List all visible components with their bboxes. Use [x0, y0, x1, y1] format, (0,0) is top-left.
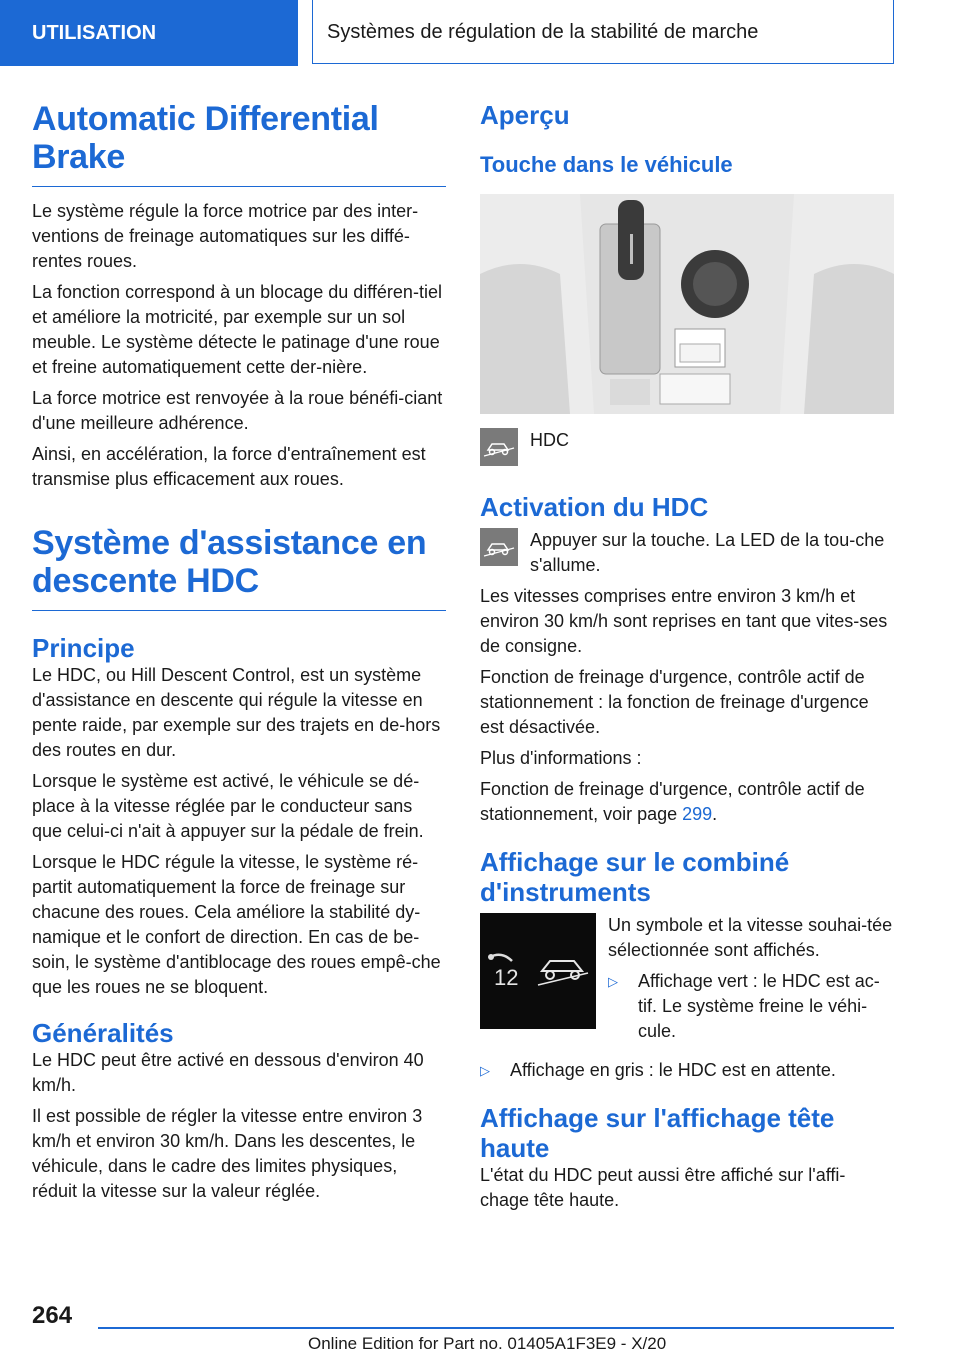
activation-paragraph-4: Plus d'informations : — [480, 748, 642, 768]
heading-hdc: Système d'assistance en descente HDC — [32, 524, 427, 600]
heading-rule — [32, 186, 446, 187]
cluster-description — [608, 913, 894, 1050]
activation-paragraph-5 — [480, 777, 894, 827]
combine-paragraph-1: Un symbole et la vitesse souhai-tée sélectionnée sont affichés. — [608, 915, 893, 960]
hud-paragraph-1: L'état du HDC peut aussi être affiché sur l'affi-chage tête haute. — [480, 1165, 846, 1210]
heading-generalites: Généralités — [32, 1018, 174, 1048]
activation-instruction — [480, 528, 894, 578]
center-console-illustration — [480, 194, 894, 414]
activation-paragraph-1: Appuyer sur la touche. La LED de la tou-che s'allume. — [530, 530, 885, 575]
generalites-paragraph-1: Le HDC peut être activé en dessous d'environ 40 km/h. — [32, 1050, 424, 1095]
heading-touche: Touche dans le véhicule — [480, 152, 733, 177]
adb-paragraph-3: La force motrice est renvoyée à la roue bénéfi-ciant d'une meilleure adhérence. — [32, 388, 443, 433]
bullet-grey-text: Affichage en gris : le HDC est en attente. — [510, 1060, 836, 1080]
activation-paragraph-3: Fonction de freinage d'urgence, contrôle actif de stationnement : la fonction de freinage d'urgence est désactivée. — [480, 667, 869, 737]
heading-adb: Automatic Differential Brake — [32, 100, 379, 176]
cluster-speed: 12 — [494, 965, 519, 990]
chapter-title: Systèmes de régulation de la stabilité de marche — [312, 0, 894, 64]
heading-hud: Affichage sur l'affichage tête haute — [480, 1103, 835, 1163]
heading-principe: Principe — [32, 633, 135, 663]
right-column — [480, 100, 894, 1219]
adb-paragraph-2: La fonction correspond à un blocage du différen-tiel et améliore la motricité, par exemple sur un sol meuble. Le système détecte le patinage d'une roue et freine automatiquement cette der-nière. — [32, 282, 442, 377]
left-column — [32, 100, 446, 1210]
heading-rule — [32, 610, 446, 611]
cluster-block — [480, 913, 894, 1050]
principe-paragraph-3: Lorsque le HDC régule la vitesse, le système ré-partit automatiquement la force de freinage sur chacune des roues. Cela améliore la stabilité dy-namique et le confort de direction. En cas de be-soin, le système d'antiblocage des roues empê-che que les roues ne se bloquent. — [32, 852, 441, 997]
hdc-button-legend — [480, 428, 894, 466]
activation-reference-text: Fonction de freinage d'urgence, contrôle actif de stationnement, voir page — [480, 779, 865, 824]
instrument-cluster-image — [480, 913, 596, 1029]
bullet-green-text: Affichage vert : le HDC est ac-tif. Le système freine le véhi-cule. — [638, 971, 880, 1041]
hdc-car-descent-icon — [480, 528, 518, 566]
center-console-photo — [480, 194, 894, 414]
activation-paragraph-2: Les vitesses comprises entre environ 3 km/h et environ 30 km/h sont reprises en tant que vites-ses de consigne. — [480, 586, 888, 656]
section-tab: UTILISATION — [0, 0, 298, 66]
principe-paragraph-1: Le HDC, ou Hill Descent Control, est un système d'assistance en descente qui régule la vitesse en pente raide, par exemple sur des trajets en de-hors des routes en dur. — [32, 665, 441, 760]
heading-apercu: Aperçu — [480, 100, 570, 130]
generalites-paragraph-2: Il est possible de régler la vitesse entre environ 3 km/h et environ 30 km/h. Dans les descentes, le véhicule, dans le cadre des limites physiques, réduit la vitesse sur la valeur réglée. — [32, 1106, 423, 1201]
activation-reference-end: . — [712, 804, 718, 824]
adb-paragraph-4: Ainsi, en accélération, la force d'entraînement est transmise plus efficacement aux roues. — [32, 444, 426, 489]
hdc-car-descent-icon — [480, 428, 518, 466]
principe-paragraph-2: Lorsque le système est activé, le véhicule se dé-place à la vitesse réglée par le conducteur sans que celui-ci n'ait à appuyer sur la pédale de frein. — [32, 771, 424, 841]
bullet-green — [608, 969, 894, 1044]
heading-activation: Activation du HDC — [480, 492, 709, 522]
page-299-link[interactable]: 299 — [682, 804, 713, 824]
edition-footer: Online Edition for Part no. 01405A1F3E9 - X/20 — [308, 1334, 667, 1353]
hdc-label: HDC — [530, 430, 569, 450]
heading-combine: Affichage sur le combiné d'instruments — [480, 847, 790, 907]
triangle-bullet-icon: ▷ — [608, 974, 618, 989]
page-number: 264 — [32, 1302, 73, 1329]
footer-rule — [98, 1327, 894, 1329]
adb-paragraph-1: Le système régule la force motrice par des inter-ventions de freinage automatiques sur les diffé-rentes roues. — [32, 201, 419, 271]
triangle-bullet-icon: ▷ — [480, 1063, 490, 1078]
bullet-grey — [480, 1058, 894, 1083]
